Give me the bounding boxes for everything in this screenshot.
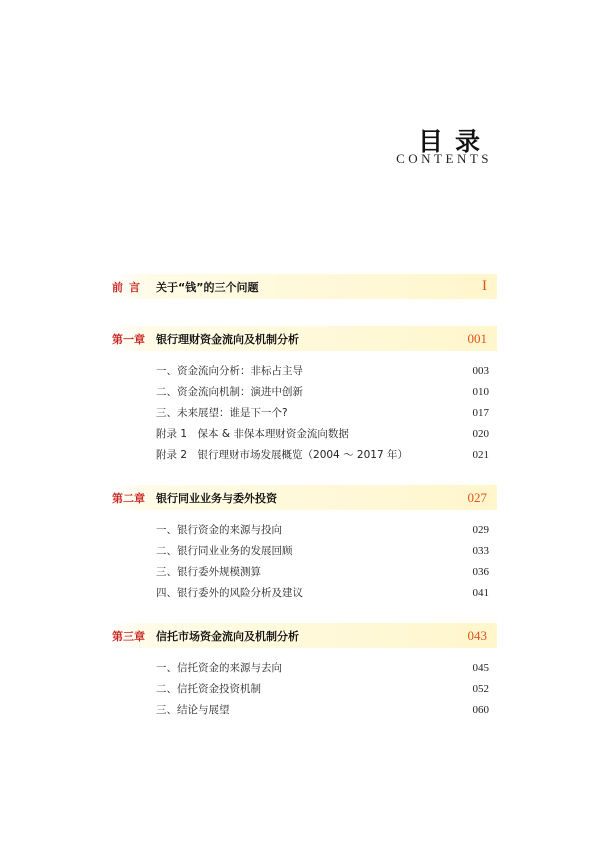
entry-page: 020 (472, 427, 489, 440)
entry-title: 四、银行委外的风险分析及建议 (156, 587, 303, 599)
toc-entry[interactable] (156, 699, 489, 720)
table-of-contents (110, 274, 497, 720)
entry-page: 033 (472, 544, 489, 557)
entry-title: 三、未来展望：谁是下一个? (156, 407, 288, 419)
toc-entry[interactable] (156, 678, 489, 699)
chapter-number: 第一章 (112, 332, 145, 346)
page-title: 目录 (417, 127, 492, 156)
chapter-page: 043 (467, 627, 487, 643)
chapter-number: 第二章 (112, 491, 145, 505)
page-subtitle: CONTENTS (396, 151, 492, 166)
entry-title: 二、银行同业业务的发展回顾 (156, 545, 293, 557)
entry-page: 021 (472, 448, 489, 461)
chapter-title: 信托市场资金流向及机制分析 (156, 629, 299, 643)
entry-page: 045 (472, 661, 489, 674)
toc-chapter-1[interactable] (110, 326, 497, 351)
chapter-1-entries (110, 360, 497, 465)
preface-page: I (482, 278, 487, 294)
toc-entry[interactable] (156, 561, 489, 582)
preface-title: 关于“钱”的三个问题 (156, 280, 259, 294)
toc-preface[interactable] (110, 274, 497, 299)
toc-chapter-3[interactable] (110, 623, 497, 648)
entry-page: 010 (472, 385, 489, 398)
entry-title: 附录 1 保本 & 非保本理财资金流向数据 (156, 428, 349, 440)
entry-page: 029 (472, 523, 489, 536)
chapter-page: 001 (467, 330, 487, 346)
toc-entry[interactable] (156, 381, 489, 402)
entry-title: 一、信托资金的来源与去向 (156, 662, 282, 674)
toc-entry[interactable] (156, 444, 489, 465)
entry-title: 附录 2 银行理财市场发展概览（2004 ～ 2017 年） (156, 449, 408, 461)
toc-entry[interactable] (156, 519, 489, 540)
toc-entry[interactable] (156, 582, 489, 603)
chapter-3-entries (110, 657, 497, 720)
chapter-number: 第三章 (112, 629, 145, 643)
entry-title: 三、结论与展望 (156, 704, 230, 716)
toc-entry[interactable] (156, 540, 489, 561)
entry-title: 一、银行资金的来源与投向 (156, 524, 282, 536)
entry-page: 003 (472, 364, 489, 377)
chapter-title: 银行理财资金流向及机制分析 (156, 332, 299, 346)
preface-number: 前言 (112, 280, 146, 294)
entry-title: 二、资金流向机制：演进中创新 (156, 386, 303, 398)
entry-title: 一、资金流向分析：非标占主导 (156, 365, 303, 377)
toc-chapter-2[interactable] (110, 485, 497, 510)
toc-entry[interactable] (156, 402, 489, 423)
entry-page: 041 (472, 586, 489, 599)
entry-page: 052 (472, 682, 489, 695)
entry-page: 060 (472, 703, 489, 716)
entry-title: 二、信托资金投资机制 (156, 683, 261, 695)
entry-page: 036 (472, 565, 489, 578)
entry-title: 三、银行委外规模测算 (156, 566, 261, 578)
toc-entry[interactable] (156, 657, 489, 678)
toc-entry[interactable] (156, 423, 489, 444)
chapter-2-entries (110, 519, 497, 603)
chapter-title: 银行同业业务与委外投资 (156, 491, 277, 505)
toc-entry[interactable] (156, 360, 489, 381)
entry-page: 017 (472, 406, 489, 419)
chapter-page: 027 (467, 489, 487, 505)
